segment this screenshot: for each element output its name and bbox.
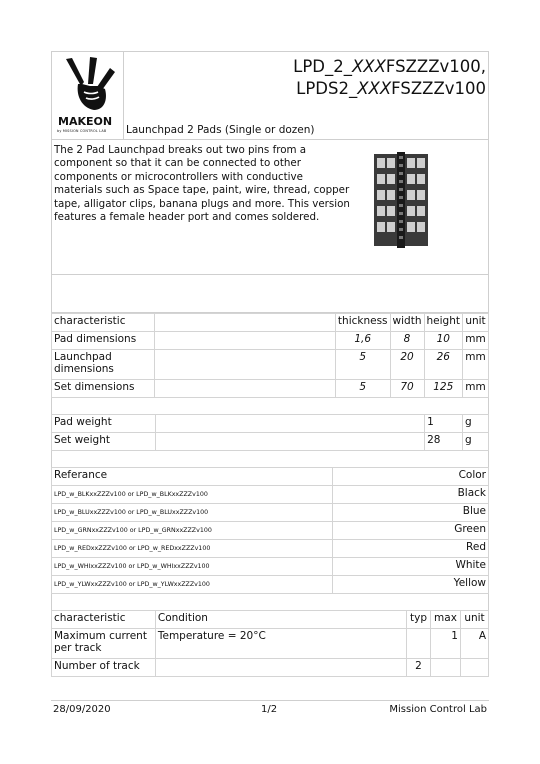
launchpad-board-image [370,150,432,250]
logo-subtitle: by MISSION CONTROL LAB [57,129,107,133]
description-text: The 2 Pad Launchpad breaks out two pins from a component so that it can be connected to other components or microcontrollers with conductive materials such as Space tape, paint, wire, thread, copper tape, alligator clips, banana plugs and more. This version features a female header port and comes soldered. [54,144,350,224]
table-row: Set dimensions 5 70 125 mm [52,380,489,398]
table-header-row: Referance Color [52,468,489,486]
table-row: Pad dimensions 1,6 8 10 mm [52,332,489,350]
product-title: LPD_2_XXXFSZZZv100, LPDS2_XXXFSZZZv100 [293,57,486,98]
blank-row [51,275,489,313]
logo-word: MAKEON [58,115,113,128]
page-footer [51,700,489,715]
table-row: LPD_w_YLWxxZZZv100 or LPD_w_YLWxxZZZv100 Yellow [52,576,489,594]
dimensions-table [51,313,489,398]
table-row: LPD_w_BLUxxZZZv100 or LPD_w_BLUxxZZZv100 Blue [52,504,489,522]
table-row: LPD_w_GRNxxZZZv100 or LPD_w_GRNxxZZZv100 Green [52,522,489,540]
table-header-row: characteristic thickness width height unit [52,314,489,332]
table-header-row: characteristic Condition typ max unit [52,611,489,629]
table-row: Pad weight 1 g [52,415,489,433]
hand-sign-logo-icon [60,56,116,114]
footer-date: 28/09/2020 [53,704,111,715]
header [51,51,489,139]
table-row: Set weight 28 g [52,433,489,451]
footer-page-number: 1/2 [261,704,278,715]
table-row: Number of track 2 [52,659,489,677]
product-subtitle: Launchpad 2 Pads (Single or dozen) [126,124,315,136]
table-row: LPD_w_BLKxxZZZv100 or LPD_w_BLKxxZZZv100 Black [52,486,489,504]
datasheet [51,51,489,677]
description-block [51,139,489,275]
weights-table [51,414,489,451]
table-row: Launchpad dimensions 5 20 26 mm [52,350,489,380]
table-row: LPD_w_WHIxxZZZv100 or LPD_w_WHIxxZZZv100 White [52,558,489,576]
footer-company: Mission Control Lab [389,704,487,715]
table-row: LPD_w_REDxxZZZv100 or LPD_w_REDxxZZZv100 Red [52,540,489,558]
table-row: Maximum current per track Temperature = 20°C 1 A [52,629,489,659]
logo [52,52,124,140]
electrical-table [51,610,489,677]
reference-table [51,467,489,594]
